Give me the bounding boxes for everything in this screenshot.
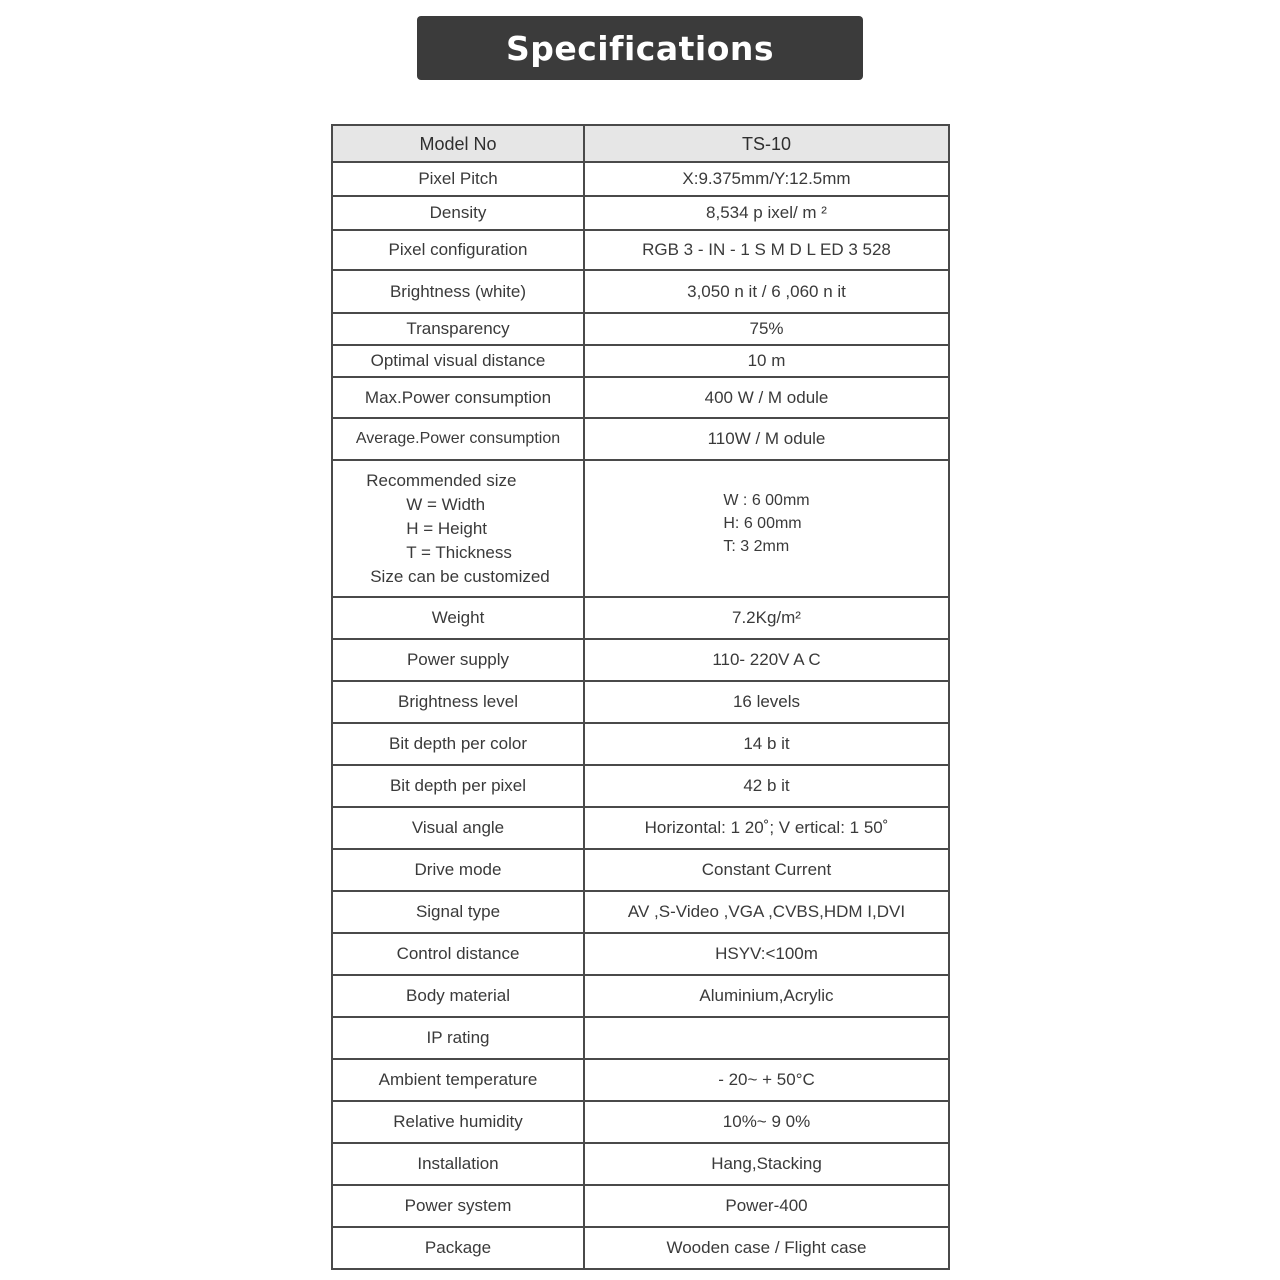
row-value: RGB 3 - IN - 1 S M D L ED 3 528: [584, 230, 949, 270]
row-value: 10 m: [584, 345, 949, 377]
recommended-label-line: H = Height: [406, 518, 488, 538]
table-row: [332, 639, 949, 681]
row-value: Aluminium,Acrylic: [584, 975, 949, 1017]
recommended-label-line: Recommended size: [366, 470, 517, 490]
row-label: Control distance: [332, 933, 584, 975]
row-value: 3,050 n it / 6 ,060 n it: [584, 270, 949, 313]
recommended-value-line: W : 6 00mm: [723, 492, 810, 509]
table-row: [332, 807, 949, 849]
row-value: AV ,S-Video ,VGA ,CVBS,HDM I,DVI: [584, 891, 949, 933]
table-row: [332, 933, 949, 975]
table-row: [332, 1101, 949, 1143]
table-row: [332, 975, 949, 1017]
recommended-label-line: W = Width: [406, 494, 486, 514]
row-label: Power system: [332, 1185, 584, 1227]
row-label: Power supply: [332, 639, 584, 681]
header-label: Model No: [332, 125, 584, 162]
table-row: [332, 765, 949, 807]
row-label: Relative humidity: [332, 1101, 584, 1143]
row-value: X:9.375mm/Y:12.5mm: [584, 162, 949, 196]
row-label: Average.Power consumption: [332, 418, 584, 460]
table-row: [332, 345, 949, 377]
table-row: [332, 270, 949, 313]
recommended-size-value: [584, 460, 949, 597]
table-row-recommended-size: [332, 460, 949, 597]
row-value: Wooden case / Flight case: [584, 1227, 949, 1269]
table-row: [332, 377, 949, 418]
table-row: [332, 418, 949, 460]
row-label: IP rating: [332, 1017, 584, 1059]
page-title: Specifications: [505, 28, 775, 68]
row-value: HSYV:<100m: [584, 933, 949, 975]
table-row: [332, 230, 949, 270]
row-label: Installation: [332, 1143, 584, 1185]
row-label: Brightness (white): [332, 270, 584, 313]
recommended-label-line: T = Thickness: [406, 542, 512, 562]
row-value: 400 W / M odule: [584, 377, 949, 418]
row-value: - 20~ + 50°C: [584, 1059, 949, 1101]
table-row: [332, 597, 949, 639]
row-label: Transparency: [332, 313, 584, 345]
table-row: [332, 891, 949, 933]
row-value: 75%: [584, 313, 949, 345]
row-value: Power-400: [584, 1185, 949, 1227]
recommended-value-line: H: 6 00mm: [723, 515, 802, 532]
row-value: 7.2Kg/m²: [584, 597, 949, 639]
row-value: 8,534 p ixel/ m ²: [584, 196, 949, 230]
recommended-label-line: Size can be customized: [370, 566, 550, 586]
table-row: [332, 313, 949, 345]
row-label: Visual angle: [332, 807, 584, 849]
row-value: Hang,Stacking: [584, 1143, 949, 1185]
row-label: Ambient temperature: [332, 1059, 584, 1101]
row-label: Body material: [332, 975, 584, 1017]
table-row: [332, 681, 949, 723]
row-label: Bit depth per color: [332, 723, 584, 765]
recommended-value-line: T: 3 2mm: [723, 538, 790, 555]
row-value: 110W / M odule: [584, 418, 949, 460]
table-row: [332, 1059, 949, 1101]
row-label: Signal type: [332, 891, 584, 933]
row-value: 14 b it: [584, 723, 949, 765]
row-label: Pixel configuration: [332, 230, 584, 270]
row-label: Bit depth per pixel: [332, 765, 584, 807]
table-row: [332, 1017, 949, 1059]
row-label: Max.Power consumption: [332, 377, 584, 418]
table-row: [332, 1185, 949, 1227]
row-value: 10%~ 9 0%: [584, 1101, 949, 1143]
table-row: [332, 162, 949, 196]
row-value: [584, 1017, 949, 1059]
table-row: [332, 1143, 949, 1185]
table-header-row: [332, 125, 949, 162]
recommended-size-label: [332, 460, 584, 597]
table-row: [332, 1227, 949, 1269]
title-banner: [417, 16, 863, 80]
row-label: Optimal visual distance: [332, 345, 584, 377]
row-value: Horizontal: 1 20˚; V ertical: 1 50˚: [584, 807, 949, 849]
row-value: 16 levels: [584, 681, 949, 723]
table-row: [332, 849, 949, 891]
row-value: 42 b it: [584, 765, 949, 807]
table-row: [332, 196, 949, 230]
row-label: Package: [332, 1227, 584, 1269]
table-row: [332, 723, 949, 765]
spec-table: [331, 124, 950, 1270]
row-label: Pixel Pitch: [332, 162, 584, 196]
header-value: TS-10: [584, 125, 949, 162]
row-label: Density: [332, 196, 584, 230]
row-label: Drive mode: [332, 849, 584, 891]
row-label: Weight: [332, 597, 584, 639]
row-value: 110- 220V A C: [584, 639, 949, 681]
row-label: Brightness level: [332, 681, 584, 723]
row-value: Constant Current: [584, 849, 949, 891]
